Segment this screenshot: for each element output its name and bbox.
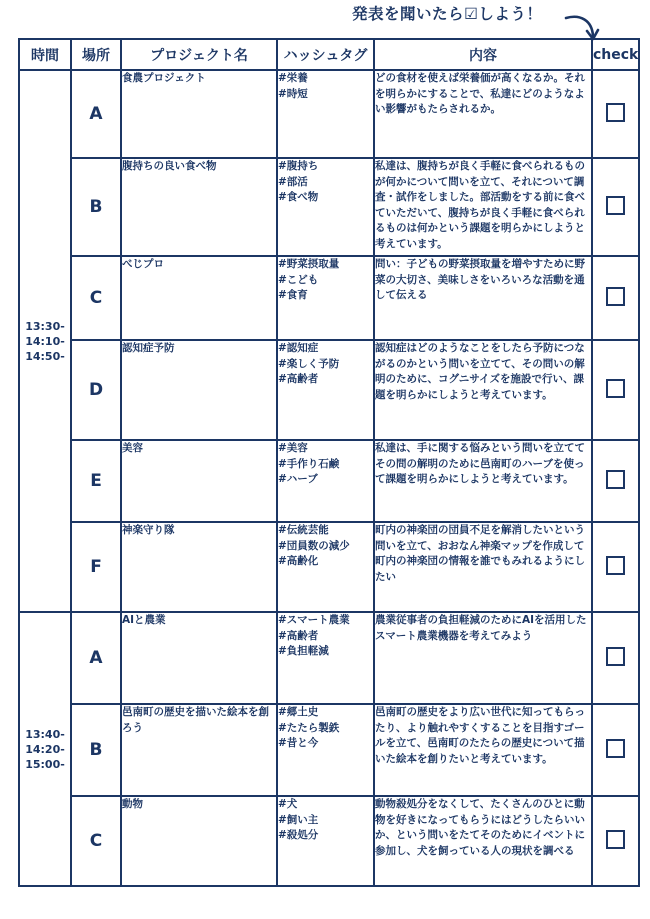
place-cell: C xyxy=(71,796,121,886)
hashtag: #認知症 xyxy=(278,342,319,354)
check-cell xyxy=(592,704,639,796)
hashtag: #スマート農業 xyxy=(278,614,350,626)
check-cell xyxy=(592,612,639,704)
content-description: 問い：子どもの野菜摂取量を増やすために野菜の大切さ、美味しさをいろいろな活動を通して伝える xyxy=(374,256,592,340)
hashtag: #高齢化 xyxy=(278,555,319,568)
table-row xyxy=(19,256,639,340)
checkbox[interactable] xyxy=(606,470,625,489)
hashtag-cell xyxy=(277,612,374,704)
content-description: 邑南町の歴史をより広い世代に知ってもらったり、より触れやすくすることを目指すゴールを立て、邑南町のたたらの歴史について描いた絵本を創りたいと考えています。 xyxy=(374,704,592,796)
table-row xyxy=(19,522,639,612)
hashtag: #栄養 xyxy=(278,72,308,84)
hashtag-cell xyxy=(277,522,374,612)
header-content: 内容 xyxy=(374,39,592,70)
content-description: 認知症はどのようなことをしたら予防につながるのかという問いを立てて、その問いの解明のために、コグニサイズを施設で行い、課題を明らかにしようと考えています。 xyxy=(374,340,592,440)
checkbox[interactable] xyxy=(606,647,625,666)
checkbox[interactable] xyxy=(606,196,625,215)
time-slot-label: 14:10- xyxy=(25,334,65,348)
checkbox[interactable] xyxy=(606,103,625,122)
place-cell: C xyxy=(71,256,121,340)
hashtag: #食育 xyxy=(278,289,308,302)
hashtag: #手作り石鹸 xyxy=(278,457,340,470)
hashtag: #負担軽減 xyxy=(278,645,329,658)
content-description: どの食材を使えば栄養価が高くなるか。それを明らかにすることで、私達にどのようなよい影響がもたらされるか。 xyxy=(374,70,592,158)
content-description: 農業従事者の負担軽減のためにAIを活用したスマート農業機器を考えてみよう xyxy=(374,612,592,704)
content-description: 町内の神楽団の団員不足を解消したいという問いを立て、おおなん神楽マップを作成して町内の神楽団の情報を誰でもみれるようにしたい xyxy=(374,522,592,612)
time-slot-label: 14:20- xyxy=(25,742,65,756)
hashtag-cell xyxy=(277,440,374,522)
instruction-note: 発表を聞いたら☑しよう！ xyxy=(352,5,543,23)
table-row xyxy=(19,340,639,440)
hashtag: #楽しく予防 xyxy=(278,357,340,370)
time-slot-label: 13:30- xyxy=(25,319,65,333)
hashtag: #昔と今 xyxy=(278,737,319,750)
check-cell xyxy=(592,70,639,158)
time-slot-label: 15:00- xyxy=(25,757,65,771)
hashtag-cell xyxy=(277,70,374,158)
check-cell xyxy=(592,158,639,256)
project-name: AIと農業 xyxy=(121,612,277,704)
place-cell: F xyxy=(71,522,121,612)
hashtag-cell xyxy=(277,796,374,886)
header-time: 時間 xyxy=(19,39,71,70)
hashtag: #犬 xyxy=(278,798,298,810)
check-cell xyxy=(592,522,639,612)
hashtag: #美容 xyxy=(278,442,308,454)
header-place: 場所 xyxy=(71,39,121,70)
header-hashtag: ハッシュタグ xyxy=(277,39,374,70)
table-row xyxy=(19,70,639,158)
schedule-table xyxy=(18,38,640,887)
time-slot-cell xyxy=(19,70,71,612)
checkbox[interactable] xyxy=(606,556,625,575)
check-cell xyxy=(592,440,639,522)
hashtag-cell xyxy=(277,158,374,256)
hashtag: #たたら製鉄 xyxy=(278,721,340,734)
hashtag: #殺処分 xyxy=(278,829,319,842)
checkbox[interactable] xyxy=(606,379,625,398)
place-cell: B xyxy=(71,704,121,796)
table-row xyxy=(19,158,639,256)
hashtag: #時短 xyxy=(278,87,308,100)
project-name: 神楽守り隊 xyxy=(121,522,277,612)
time-slot-cell xyxy=(19,612,71,886)
content-description: 私達は、手に関する悩みという問いを立ててその問の解明のために邑南町のハーブを使って課題を明らかにしようと考えています。 xyxy=(374,440,592,522)
hashtag-cell xyxy=(277,340,374,440)
table-row xyxy=(19,612,639,704)
place-cell: B xyxy=(71,158,121,256)
checkbox[interactable] xyxy=(606,287,625,306)
header-check: check xyxy=(592,39,639,70)
checkbox[interactable] xyxy=(606,830,625,849)
time-slot-label: 13:40- xyxy=(25,727,65,741)
hashtag: #こども xyxy=(278,273,319,286)
project-name: 食農プロジェクト xyxy=(121,70,277,158)
hashtag: #飼い主 xyxy=(278,813,319,826)
hashtag: #団員数の減少 xyxy=(278,539,350,552)
table-row xyxy=(19,704,639,796)
place-cell: D xyxy=(71,340,121,440)
place-cell: A xyxy=(71,70,121,158)
place-cell: A xyxy=(71,612,121,704)
time-slot-label: 14:50- xyxy=(25,349,65,363)
check-cell xyxy=(592,256,639,340)
hashtag: #高齢者 xyxy=(278,629,319,642)
hashtag: #郷土史 xyxy=(278,706,319,718)
table-row xyxy=(19,440,639,522)
header-row xyxy=(19,39,639,70)
hashtag: #食べ物 xyxy=(278,191,319,204)
content-description: 私達は、腹持ちが良く手軽に食べられるものが何かについて問いを立て、それについて調査・試作をしました。部活動をする前に食べていただいて、腹持ちが良く手軽に食べられるものは何かという課題を明らかにしようと考えています。 xyxy=(374,158,592,256)
project-name: 認知症予防 xyxy=(121,340,277,440)
hashtag: #野菜摂取量 xyxy=(278,258,340,270)
project-name: 邑南町の歴史を描いた絵本を創ろう xyxy=(121,704,277,796)
schedule-body xyxy=(19,70,639,886)
hashtag: #腹持ち xyxy=(278,160,319,172)
hashtag: #部活 xyxy=(278,175,308,188)
place-cell: E xyxy=(71,440,121,522)
hashtag: #伝統芸能 xyxy=(278,524,329,536)
project-name: 美容 xyxy=(121,440,277,522)
check-cell xyxy=(592,340,639,440)
project-name: 動物 xyxy=(121,796,277,886)
hashtag: #高齢者 xyxy=(278,373,319,386)
check-cell xyxy=(592,796,639,886)
checkbox[interactable] xyxy=(606,739,625,758)
project-name: べじプロ xyxy=(121,256,277,340)
project-name: 腹持ちの良い食べ物 xyxy=(121,158,277,256)
content-description: 動物殺処分をなくして、たくさんのひとに動物を好きになってもらうにはどうしたらいいか、という問いをたてそのためにイベントに参加し、犬を飼っている人の現状を調べる xyxy=(374,796,592,886)
hashtag-cell xyxy=(277,704,374,796)
hashtag: #ハーブ xyxy=(278,473,318,486)
table-row xyxy=(19,796,639,886)
header-project: プロジェクト名 xyxy=(121,39,277,70)
hashtag-cell xyxy=(277,256,374,340)
